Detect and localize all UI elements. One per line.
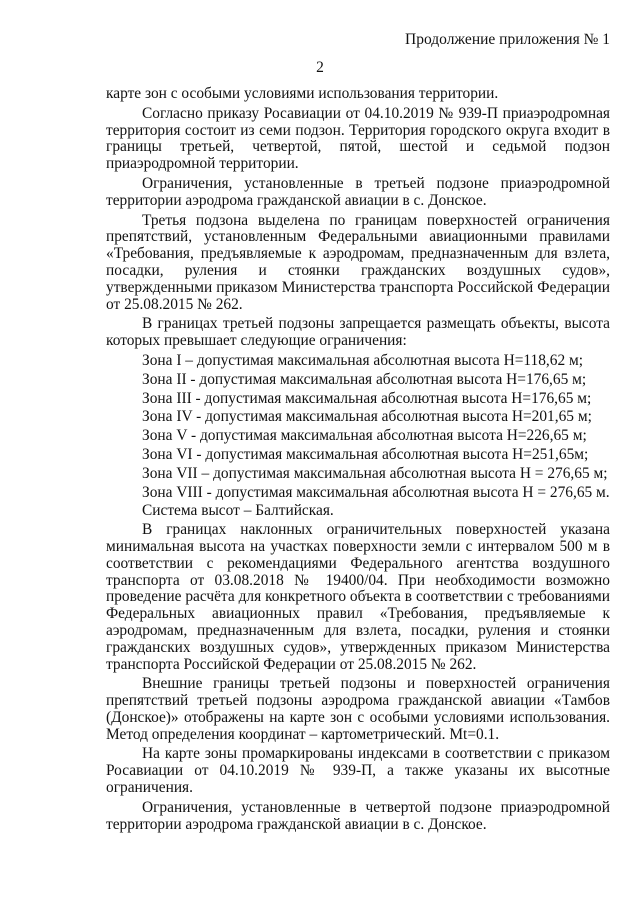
zone-height-item: Зона VI - допустимая максимальная абсолютная высота H=251,65м; [142, 445, 589, 463]
zone-height-item: Зона I – допустимая максимальная абсолютная высота H=118,62 м; [142, 351, 584, 369]
paragraph: Ограничения, установленные в третьей подзоне приаэродромной территории аэродрома гражданской авиации в с. Донское. [106, 174, 610, 209]
height-system-note: Система высот – Балтийская. [142, 502, 334, 520]
zone-height-item: Зона V - допустимая максимальная абсолютная высота H=226,65 м; [142, 427, 587, 445]
zone-height-item: Зона VIII - допустимая максимальная абсолютная высота H = 276,65 м. [142, 483, 610, 501]
paragraph: Третья подзона выделена по границам поверхностей ограничения препятствий, установленным Федеральными авиационными правилами «Требования, предъявляемые к аэродромам, предназначенным для взлета, посадки, руления и стоянки гражданских воздушных судов», утвержденными приказом Министерства транспорта Российской Федерации от 25.08.2015 № 262. [106, 211, 610, 313]
paragraph: В границах третьей подзоны запрещается размещать объекты, высота которых превышает следующие ограничения: [106, 315, 610, 350]
paragraph: Согласно приказу Росавиации от 04.10.2019 № 939-П приаэродромная территория состоит из семи подзон. Территория городского округа входит в границы третьей, четвертой, пятой, шестой и седьмой подзон приаэродромной территории. [106, 104, 610, 173]
paragraph: Внешние границы третьей подзоны и поверхностей ограничения препятствий третьей подзоны аэродрома гражданской авиации «Тамбов (Донское)» отображены на карте зон с особыми условиями использования. Метод определения координат – картометрический. Mt=0.1. [106, 675, 610, 743]
zone-height-item: Зона II - допустимая максимальная абсолютная высота H=176,65 м; [142, 370, 587, 388]
zone-height-item: Зона IV - допустимая максимальная абсолютная высота H=201,65 м; [142, 408, 592, 426]
continuation-header: Продолжение приложения № 1 [405, 31, 610, 48]
page-number: 2 [316, 59, 324, 76]
paragraph: карте зон с особыми условиями использования территории. [106, 85, 499, 102]
zone-height-item: Зона III - допустимая максимальная абсолютная высота H=176,65 м; [142, 389, 592, 407]
paragraph: На карте зоны промаркированы индексами в соответствии с приказом Росавиации от 04.10.2019 № 939-П, а также указаны их высотные ограничения. [106, 745, 610, 797]
document-body [106, 86, 610, 836]
paragraph: Ограничения, установленные в четвертой подзоне приаэродромной территории аэродрома гражданской авиации в с. Донское. [106, 798, 610, 833]
paragraph: В границах наклонных ограничительных поверхностей указана минимальная высота на участках поверхности земли с интервалом 500 м в соответствии с рекомендациями Федерального агентства воздушного транспорта от 03.08.2018 № 19400/04. При необходимости возможно проведение расчёта для конкретного объекта в соответствии с требованиями Федеральных авиационных правил «Требования, предъявляемые к аэродромам, предназначенным для взлета, посадки, руления и стоянки гражданских воздушных судов», утвержденных приказом Министерства транспорта Российской Федерации от 25.08.2015 № 262. [106, 521, 610, 673]
zone-height-item: Зона VII – допустимая максимальная абсолютная высота H = 276,65 м; [142, 464, 608, 482]
